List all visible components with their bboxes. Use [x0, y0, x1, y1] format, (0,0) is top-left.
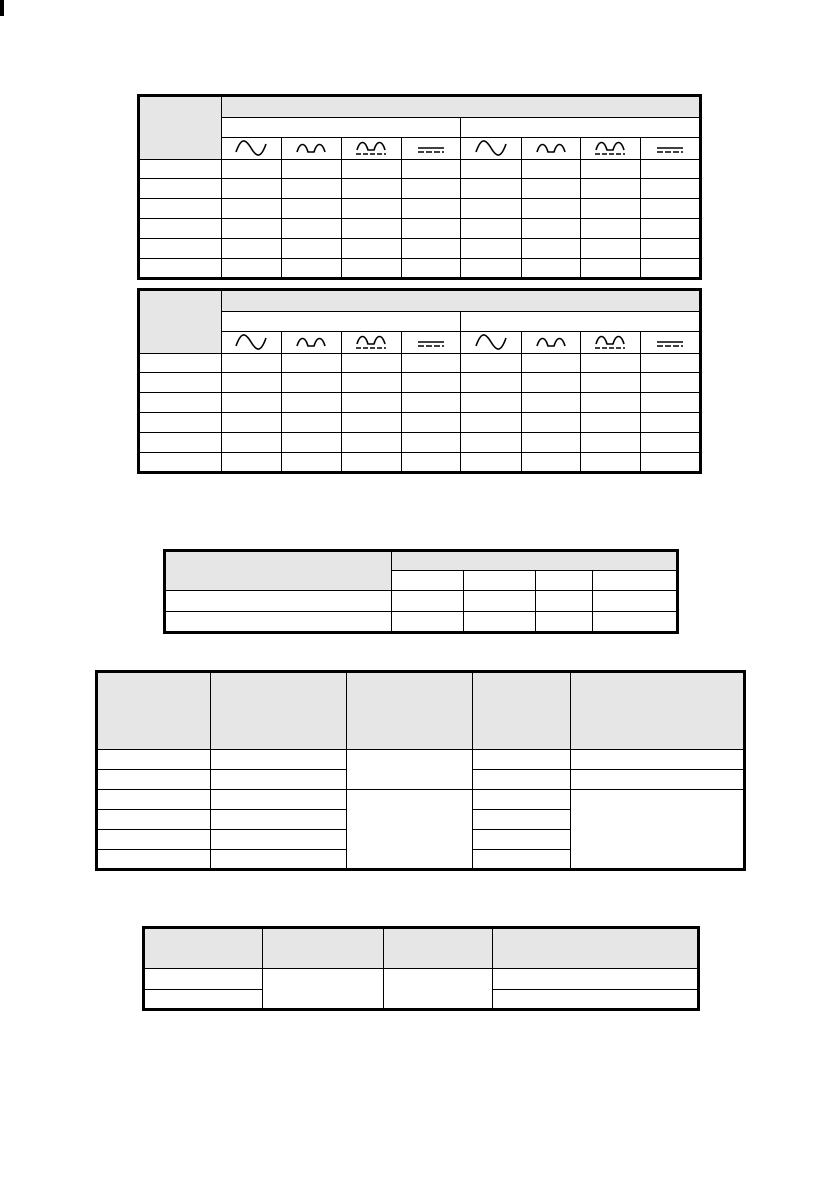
pulse-wave-icon	[341, 331, 401, 353]
spec-table-4	[96, 671, 745, 870]
group-header	[391, 551, 677, 570]
dc-icon	[640, 331, 700, 353]
table-row	[97, 789, 744, 809]
table-row	[139, 178, 700, 198]
half-wave-icon	[521, 331, 580, 353]
group-header	[221, 290, 700, 311]
corner-cell	[165, 551, 391, 590]
dc-icon	[401, 137, 460, 159]
half-wave-icon	[281, 137, 341, 159]
spec-table-5	[143, 927, 699, 1010]
table-row	[139, 198, 700, 218]
table-row	[139, 392, 700, 412]
waveform-table-1	[138, 95, 701, 279]
table-row	[139, 353, 700, 372]
table-row	[139, 412, 700, 432]
sine-wave-icon	[460, 331, 521, 353]
pulse-wave-icon	[580, 137, 640, 159]
column-header	[210, 672, 346, 749]
column-header	[570, 672, 744, 749]
margin-bar	[0, 0, 4, 16]
sine-wave-icon	[221, 331, 281, 353]
spec-table-3	[164, 550, 678, 633]
table-row	[139, 432, 700, 452]
table-row	[165, 590, 677, 611]
column-header	[346, 672, 472, 749]
table-row	[139, 159, 700, 178]
column-header	[97, 672, 210, 749]
table-row	[139, 258, 700, 278]
waveform-table-2	[138, 289, 701, 473]
dc-icon	[640, 137, 700, 159]
column-header	[472, 672, 570, 749]
table-row	[139, 218, 700, 238]
table-row	[97, 749, 744, 769]
table-row	[139, 372, 700, 392]
group-header	[221, 96, 700, 117]
pulse-wave-icon	[580, 331, 640, 353]
dc-icon	[401, 331, 460, 353]
subgroup-header	[221, 117, 460, 137]
column-header	[144, 928, 262, 968]
table-row	[165, 611, 677, 632]
sine-wave-icon	[460, 137, 521, 159]
column-header	[492, 928, 698, 968]
subgroup-header	[221, 311, 460, 331]
column-header	[262, 928, 383, 968]
pulse-wave-icon	[341, 137, 401, 159]
table-row	[139, 452, 700, 472]
column-header	[383, 928, 492, 968]
corner-cell	[139, 290, 221, 353]
half-wave-icon	[521, 137, 580, 159]
table-row	[144, 968, 698, 989]
corner-cell	[139, 96, 221, 159]
sine-wave-icon	[221, 137, 281, 159]
table-row	[139, 238, 700, 258]
subgroup-header	[460, 117, 700, 137]
subgroup-header	[460, 311, 700, 331]
half-wave-icon	[281, 331, 341, 353]
